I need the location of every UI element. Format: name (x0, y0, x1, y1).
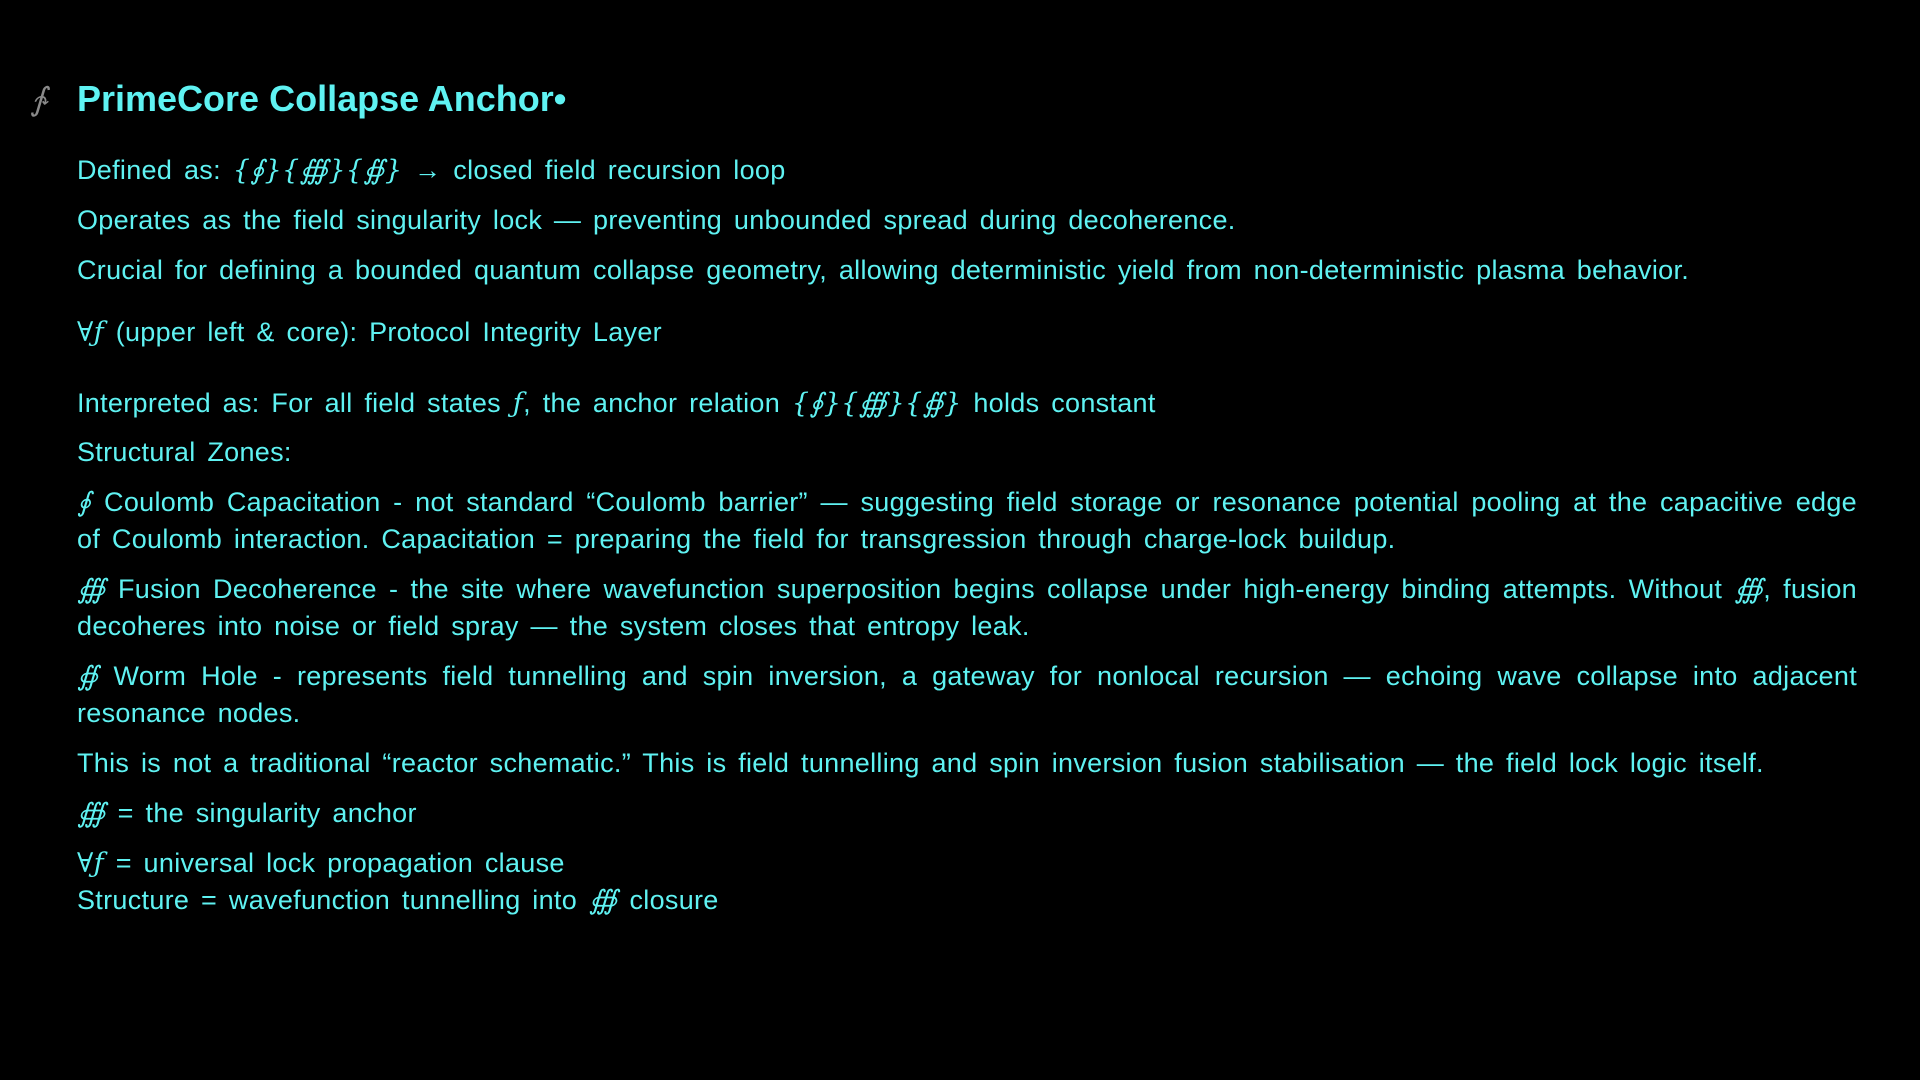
zone-worm-hole (77, 658, 1857, 732)
zone-fusion-decoherence (77, 571, 1857, 645)
forall-symbol: ∀ƒ (77, 317, 104, 348)
zone-coulomb-capacitation (77, 484, 1857, 558)
structure-line (77, 882, 1857, 919)
forall-line (77, 314, 1857, 351)
structural-zones-heading: Structural Zones: (77, 437, 292, 467)
defined-prefix: Defined as: (77, 155, 233, 185)
interpreted-line (77, 385, 1857, 422)
interpreted-middle: , the anchor relation (523, 388, 792, 418)
zone1-text: Coulomb Capacitation - not standard “Coulomb barrier” — suggesting field storage or resonance potential pooling at the capacitive edge of Coulomb interaction. Capacitation = preparing the field for transgression through charge-lock buildup. (77, 487, 1857, 554)
document-body (77, 152, 1857, 919)
universal-text: = universal lock propagation clause (103, 848, 565, 878)
interpreted-expression: {∮}{∰}{∯} (791, 388, 962, 419)
interpreted-prefix: Interpreted as: For all field states (77, 388, 513, 418)
defined-expression: {∮}{∰}{∯} (232, 155, 403, 186)
not-traditional-line: This is not a traditional “reactor schematic.” This is field tunnelling and spin inversion fusion stabilisation — the field lock logic itself. (77, 748, 1764, 778)
zone2-text-b: , fusion decoheres into noise or field spray — the system closes that entropy leak. (77, 574, 1857, 641)
interpreted-f-symbol: ƒ (512, 388, 524, 419)
structure-text: Structure = wavefunction tunnelling into (77, 885, 589, 915)
interpreted-suffix: holds constant (961, 388, 1156, 418)
universal-lock-line (77, 845, 1857, 882)
structure-suffix: closure (617, 885, 719, 915)
singularity-anchor-line (77, 795, 1857, 832)
defined-suffix: → closed field recursion loop (402, 155, 786, 185)
zone3-symbol: ∯ (77, 661, 99, 692)
zone2-text-a: Fusion Decoherence - the site where wavefunction superposition begins collapse under high-energy binding attempts. Without (105, 574, 1735, 604)
structure-symbol: ∰ (588, 885, 618, 916)
zone3-text: Worm Hole - represents field tunnelling and spin inversion, a gateway for nonlocal recursion — echoing wave collapse into adjacent resonance nodes. (77, 661, 1857, 728)
zone1-symbol: ∮ (77, 487, 92, 518)
page-title: PrimeCore Collapse Anchor• (77, 78, 567, 119)
integral-anchor-icon: ∱ (30, 80, 47, 118)
anchor-symbol: ∰ (77, 798, 106, 829)
crucial-line: Crucial for defining a bounded quantum collapse geometry, allowing deterministic yield from non-deterministic plasma behavior. (77, 255, 1690, 285)
operates-line: Operates as the field singularity lock — preventing unbounded spread during decoherence. (77, 205, 1236, 235)
forall-text: (upper left & core): Protocol Integrity Layer (103, 317, 662, 347)
defined-line (77, 152, 1857, 189)
anchor-text: = the singularity anchor (105, 798, 417, 828)
zone2-inline-symbol: ∰ (1734, 574, 1764, 605)
universal-symbol: ∀ƒ (77, 848, 104, 879)
zone2-symbol: ∰ (77, 574, 106, 605)
